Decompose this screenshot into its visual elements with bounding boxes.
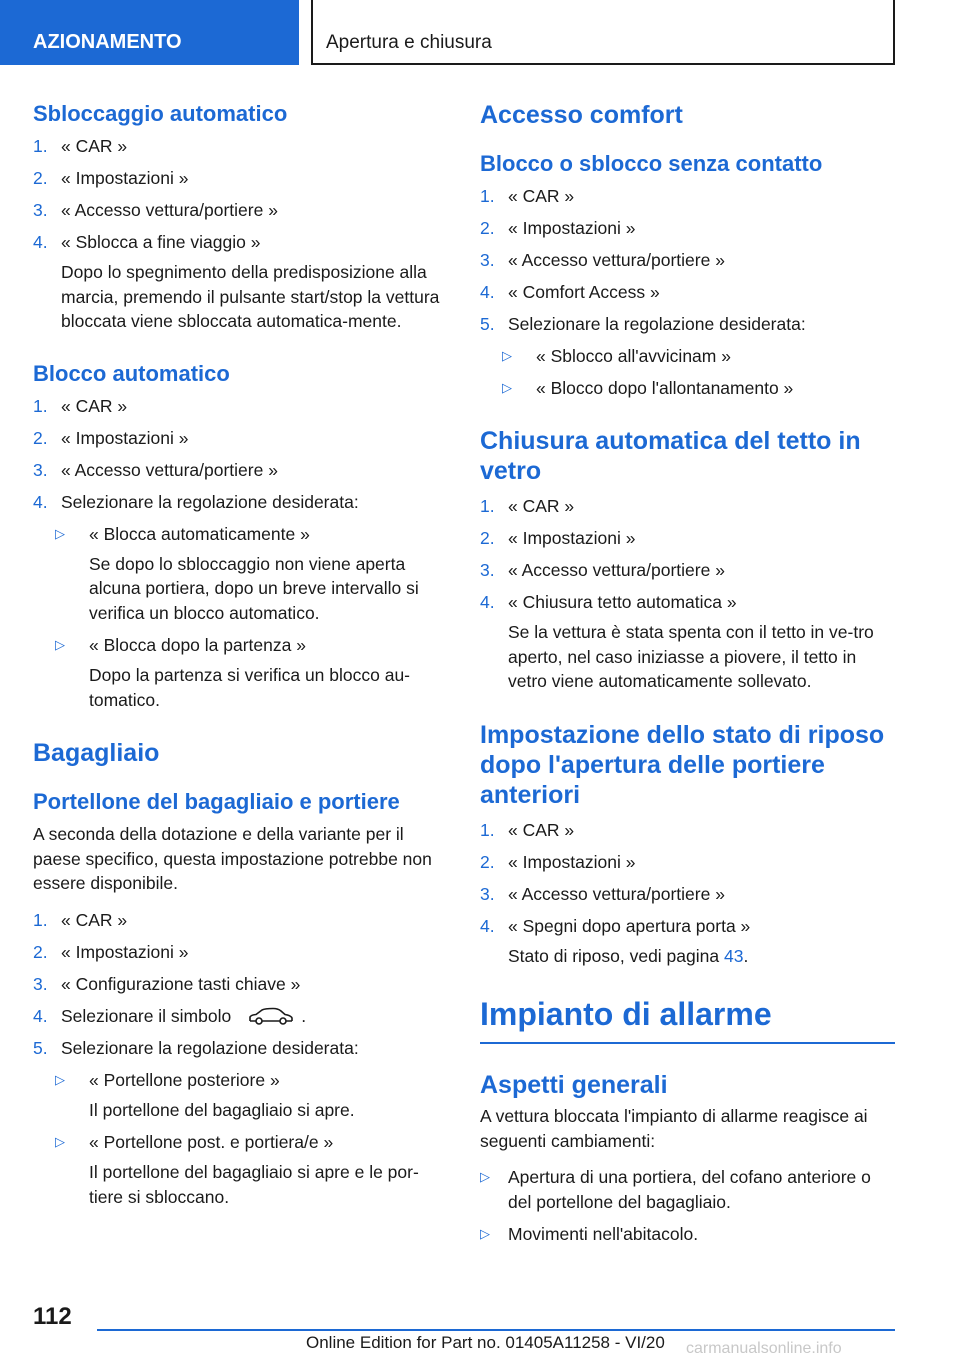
list-text: « Impostazioni » (61, 427, 189, 448)
list-item (33, 426, 448, 450)
list-item (33, 940, 448, 964)
list-item (480, 494, 895, 518)
list-number: 2. (480, 851, 495, 872)
list-number: 1. (33, 136, 48, 156)
list-text: « Impostazioni » (508, 851, 636, 872)
heading-comfort-access: Accesso comfort (480, 101, 683, 129)
bullet-item (480, 376, 895, 400)
footer-edition: Online Edition for Part no. 01405A11258 - VI/20 (306, 1333, 665, 1352)
heading-auto-lock: Blocco automatico (33, 360, 230, 386)
list-number: 2. (480, 528, 495, 548)
list-number: 1. (480, 496, 495, 516)
list-number: 4. (33, 1005, 48, 1026)
list-number: 1. (480, 819, 495, 840)
list-item (33, 198, 448, 222)
bullet-description: Il portellone del bagagliaio si apre e le por-tiere si sbloccano. (89, 1162, 419, 1207)
list-item (33, 166, 448, 190)
triangle-right-icon: ▷ (55, 1071, 65, 1087)
bullet-text: « Sblocco all'avvicinam » (536, 346, 731, 366)
triangle-right-icon: ▷ (55, 1134, 65, 1149)
page-number: 112 (33, 1303, 72, 1330)
list-text: « CAR » (61, 909, 128, 930)
list-item (480, 312, 895, 336)
item-description (508, 944, 895, 969)
car-icon (247, 1006, 295, 1026)
bullet-item (33, 522, 448, 546)
list-text: « Accesso vettura/portiere » (508, 883, 725, 904)
list-number: 4. (33, 491, 48, 512)
list-number: 3. (480, 883, 495, 904)
list-number: 2. (33, 427, 48, 448)
list-item (33, 1004, 448, 1028)
list-item (480, 526, 895, 550)
list-text: « Accesso vettura/portiere » (61, 200, 278, 220)
list-number: 4. (480, 915, 495, 936)
triangle-right-icon: ▷ (502, 380, 512, 395)
bullet-text: « Portellone posteriore » (89, 1069, 280, 1090)
list-text: « Accesso vettura/portiere » (61, 459, 278, 480)
list-number: 3. (480, 560, 495, 580)
bullet-item (480, 1165, 895, 1214)
list-number: 3. (480, 250, 495, 270)
list-item (480, 248, 895, 272)
bullet-item (480, 344, 895, 368)
list-text: « CAR » (508, 819, 575, 840)
list-text: « Sblocca a fine viaggio » (61, 232, 261, 252)
list-item (33, 908, 448, 932)
bullet-text: Apertura di una portiera, del cofano anteriore o del portellone del bagagliaio. (508, 1167, 871, 1212)
triangle-right-icon: ▷ (55, 637, 65, 652)
bullet-text: « Blocca automaticamente » (89, 523, 310, 544)
list-text: « Impostazioni » (508, 218, 636, 238)
list-text: « CAR » (61, 395, 128, 416)
paragraph: A vettura bloccata l'impianto di allarme reagisce ai seguenti cambiamenti: (480, 1106, 868, 1151)
list-item (33, 230, 448, 254)
list-text: « CAR » (61, 136, 128, 156)
bullet-text: « Blocca dopo la partenza » (89, 635, 306, 655)
list-text: « Impostazioni » (508, 528, 636, 548)
bullet-item (33, 633, 448, 657)
heading-auto-unlock: Sbloccaggio automatico (33, 101, 288, 126)
item-description: Dopo lo spegnimento della predisposizione alla marcia, premendo il pulsante start/stop la vettura bloccata viene sbloccata automatica-mente. (61, 262, 440, 331)
heading-contactless: Blocco o sblocco senza contatto (480, 151, 823, 176)
paragraph: A seconda della dotazione e della variante per il paese specifico, questa impostazione potrebbe non essere disponibile. (33, 824, 432, 893)
bullet-description: Se dopo lo sbloccaggio non viene aperta alcuna portiera, dopo un breve intervallo si verifica un blocco automatico. (89, 553, 419, 623)
list-number: 5. (33, 1037, 48, 1058)
list-number: 5. (480, 314, 495, 334)
list-number: 3. (33, 200, 48, 220)
list-item (33, 458, 448, 482)
heading-rest-state: Impostazione dello stato di riposo dopo l'apertura delle portiere anteriori (480, 720, 885, 809)
list-text: « CAR » (508, 496, 575, 516)
bullet-text: « Blocco dopo l'allontanamento » (536, 378, 794, 398)
bullet-item (33, 1130, 448, 1154)
list-number: 4. (480, 592, 495, 612)
bullet-description: Dopo la partenza si verifica un blocco au-tomatico. (89, 665, 411, 710)
list-item (33, 134, 448, 158)
list-number: 2. (480, 218, 495, 238)
list-item (480, 850, 895, 874)
list-number: 3. (33, 459, 48, 480)
heading-general: Aspetti generali (480, 1071, 668, 1099)
bullet-text: Movimenti nell'abitacolo. (508, 1224, 699, 1244)
triangle-right-icon: ▷ (502, 348, 512, 363)
list-text: « Chiusura tetto automatica » (508, 592, 737, 612)
bullet-item (480, 1222, 895, 1247)
list-text: Selezionare la regolazione desiderata: (508, 314, 806, 334)
watermark: carmanualsonline.info (686, 1340, 842, 1357)
list-item (480, 216, 895, 240)
bullet-description: Il portellone del bagagliaio si apre. (89, 1099, 355, 1120)
chapter-title: Apertura e chiusura (311, 0, 895, 65)
left-column (33, 100, 448, 1217)
list-text: « Configurazione tasti chiave » (61, 973, 301, 994)
list-text: Selezionare il simbolo (61, 1005, 232, 1026)
list-text: Selezionare la regolazione desiderata: (61, 491, 359, 512)
list-number: 4. (480, 282, 495, 302)
heading-glass-roof: Chiusura automatica del tetto in vetro (480, 427, 861, 485)
list-item (480, 184, 895, 208)
heading-alarm-system: Impianto di allarme (480, 994, 895, 1044)
list-number: 2. (33, 168, 48, 188)
list-text: « Accesso vettura/portiere » (508, 560, 725, 580)
description-suffix: . (743, 945, 749, 966)
list-item (33, 394, 448, 418)
list-item (480, 558, 895, 582)
list-number: 3. (33, 973, 48, 994)
bullet-text: « Portellone post. e portiera/e » (89, 1132, 334, 1152)
triangle-right-icon: ▷ (480, 1169, 490, 1184)
list-item (480, 590, 895, 614)
footer-divider (97, 1329, 895, 1331)
triangle-right-icon: ▷ (480, 1226, 490, 1241)
list-text-suffix: . (301, 1005, 307, 1026)
list-text: « Impostazioni » (61, 941, 189, 962)
list-number: 1. (33, 395, 48, 416)
heading-tailgate-doors: Portellone del bagagliaio e portiere (33, 789, 400, 814)
list-number: 4. (33, 232, 48, 252)
list-text: « Impostazioni » (61, 168, 189, 188)
list-text: « Accesso vettura/portiere » (508, 250, 725, 270)
list-item (480, 882, 895, 906)
list-text: « Spegni dopo apertura porta » (508, 915, 751, 936)
right-column (480, 100, 895, 1255)
list-number: 1. (480, 186, 495, 206)
list-item (480, 914, 895, 938)
list-number: 2. (33, 941, 48, 962)
page-reference-link[interactable]: 43 (724, 945, 744, 966)
list-text: « Comfort Access » (508, 282, 660, 302)
list-item (33, 490, 448, 514)
item-description: Se la vettura è stata spenta con il tetto in ve-tro aperto, nel caso iniziasse a piovere, il tetto in vetro viene automaticamente sollevato. (508, 622, 874, 691)
list-text: Selezionare la regolazione desiderata: (61, 1037, 359, 1058)
list-item (33, 972, 448, 996)
heading-trunk: Bagagliaio (33, 739, 160, 767)
list-item (480, 818, 895, 842)
section-tab: AZIONAMENTO (0, 0, 299, 65)
list-number: 1. (33, 909, 48, 930)
description-text: Stato di riposo, vedi pagina (508, 945, 720, 966)
list-text: « CAR » (508, 186, 575, 206)
list-item (33, 1036, 448, 1060)
list-item (480, 280, 895, 304)
bullet-item (33, 1068, 448, 1092)
triangle-right-icon: ▷ (55, 525, 65, 541)
